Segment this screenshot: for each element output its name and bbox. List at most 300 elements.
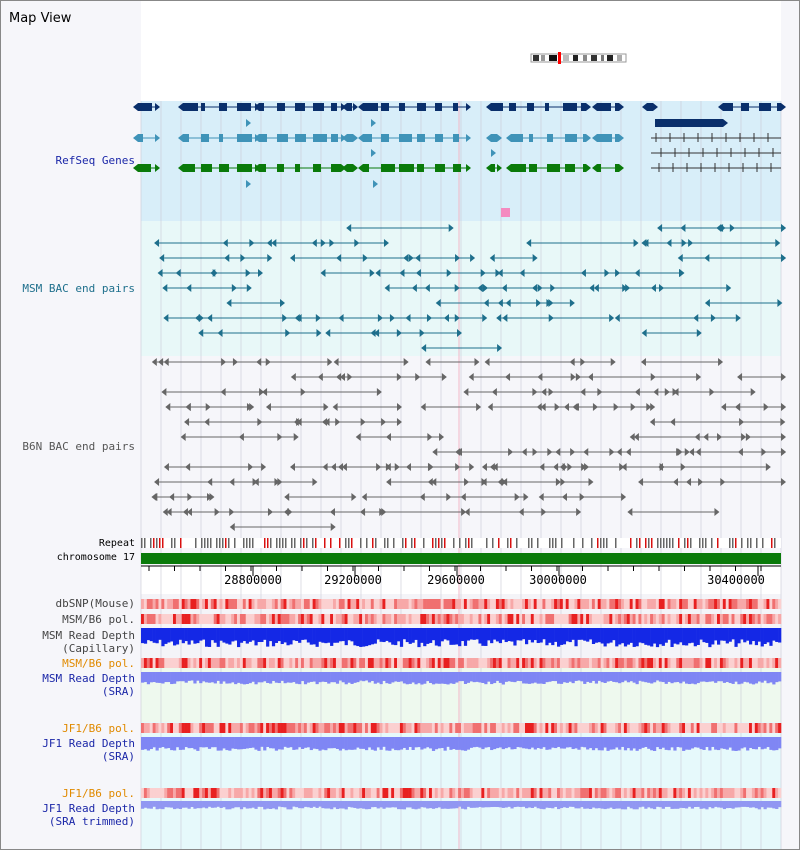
jf1-pol2-cell [601,788,604,798]
msm-pol-cell [746,614,749,624]
jf1-pol2-cell [513,788,516,798]
msm-pol2-cell [609,658,612,668]
msm-pol-cell [249,614,252,624]
jf1-pol2-cell [353,788,356,798]
jf1-pol-cell [560,723,563,733]
jf1-pol-cell [243,723,246,733]
gene-exon [565,134,577,142]
jf1-trim-depth-bar [441,801,444,809]
msm-pol-cell [598,614,601,624]
jf1-pol2-cell [542,788,545,798]
msm-cap-depth-bar [732,628,735,639]
msm-cap-depth-bar [557,628,560,647]
msm-pol2-cell [263,658,266,668]
msm-sra-depth-bar [726,672,729,682]
jf1-pol2-cell [278,788,281,798]
dbsnp-cell [231,599,234,609]
jf1-pol2-cell [188,788,191,798]
dbsnp-cell [441,599,444,609]
jf1-pol2-cell [473,788,476,798]
track-label-msm-b6-pol-2[interactable]: MSM/B6 pol. [62,657,135,670]
msm-sra-depth-bar [467,672,470,683]
dbsnp-cell [263,599,266,609]
repeat-mark [171,538,173,548]
jf1-pol-cell [403,723,406,733]
jf1-pol2-cell [670,788,673,798]
jf1-pol-cell [348,723,351,733]
msm-sra-depth-bar [167,672,170,682]
msm-cap-depth-bar [275,628,278,643]
msm-sra-depth-bar [606,672,609,682]
jf1-trim-depth-bar [618,801,621,809]
msm-cap-depth-bar [519,628,522,641]
jf1-trim-depth-bar [752,801,755,807]
jf1-trim-depth-bar [324,801,327,809]
msm-pol-cell [755,614,758,624]
repeat-mark [393,538,395,548]
repeat-mark [174,538,176,548]
jf1-sra-depth-bar [449,737,452,750]
jf1-sra-depth-bar [717,737,720,750]
jf1-trim-depth-bar [473,801,476,808]
jf1-trim-depth-bar [385,801,388,808]
msm-pol2-cell [313,658,316,668]
dbsnp-cell [412,599,415,609]
msm-sra-depth-bar [225,672,228,684]
msm-pol-cell [705,614,708,624]
jf1-pol2-cell [755,788,758,798]
msm-cap-depth-bar [729,628,732,642]
jf1-pol2-cell [769,788,772,798]
track-label-msm-depth-sra[interactable]: MSM Read Depth [42,672,135,685]
track-label-repeat[interactable]: Repeat [98,538,135,549]
msm-cap-depth-bar [365,628,368,646]
msm-pol-cell [254,614,257,624]
msm-cap-depth-bar [193,628,196,644]
jf1-sra-depth-bar [380,737,383,750]
dbsnp-cell [612,599,615,609]
jf1-sra-depth-bar [205,737,208,747]
jf1-trim-depth-bar [551,801,554,808]
msm-sra-depth-bar [662,672,665,682]
jf1-pol-cell [458,723,461,733]
jf1-pol-cell [653,723,656,733]
dbsnp-cell [193,599,196,609]
jf1-trim-depth-bar [214,801,217,808]
track-label-jf1-b6-pol[interactable]: JF1/B6 pol. [62,722,135,735]
jf1-pol-cell [330,723,333,733]
msm-sra-depth-bar [394,672,397,681]
msm-pol2-cell [327,658,330,668]
jf1-sra-depth-bar [545,737,548,750]
msm-cap-depth-bar [592,628,595,644]
jf1-sra-depth-bar [758,737,761,747]
msm-sra-depth-bar [644,672,647,682]
jf1-pol-cell [193,723,196,733]
msm-pol2-cell [502,658,505,668]
jf1-pol2-cell [254,788,257,798]
msm-sra-depth-bar [542,672,545,684]
jf1-pol2-cell [316,788,319,798]
jf1-trim-depth-bar [409,801,412,807]
dbsnp-cell [542,599,545,609]
gene-exon [277,134,288,142]
msm-pol-cell [446,614,449,624]
msm-cap-depth-bar [350,628,353,641]
repeat-mark [732,538,734,548]
msm-cap-depth-bar [659,628,662,644]
msm-cap-depth-bar [412,628,415,643]
jf1-pol2-cell [487,788,490,798]
repeat-mark [663,538,665,548]
repeat-mark [144,538,146,548]
msm-sra-depth-bar [284,672,287,683]
msm-pol2-cell [714,658,717,668]
axis-tick-label: 28800000 [224,573,282,587]
repeat-mark [459,538,461,548]
jf1-pol2-cell [220,788,223,798]
msm-pol2-cell [717,658,720,668]
msm-pol2-cell [286,658,289,668]
track-label-b6n-bac[interactable]: B6N BAC end pairs [22,440,135,453]
msm-pol2-cell [423,658,426,668]
jf1-trim-depth-bar [705,801,708,809]
msm-cap-depth-bar [147,628,150,640]
jf1-trim-depth-bar [516,801,519,807]
jf1-pol-cell [732,723,735,733]
msm-pol-cell [766,614,769,624]
track-label-jf1-depth-trim-sub: (SRA trimmed) [48,815,135,828]
msm-pol-cell [153,614,156,624]
msm-pol-cell [202,614,205,624]
msm-sra-depth-bar [292,672,295,682]
jf1-pol-cell [420,723,423,733]
jf1-sra-depth-bar [257,737,260,751]
repeat-mark [219,538,221,548]
track-label-jf1-depth-sra[interactable]: JF1 Read Depth [42,737,135,750]
jf1-trim-depth-bar [342,801,345,809]
msm-sra-depth-bar [705,672,708,682]
repeat-mark [537,538,539,548]
jf1-pol-cell [769,723,772,733]
jf1-pol-cell [481,723,484,733]
msm-pol-cell [720,614,723,624]
msm-cap-depth-bar [656,628,659,647]
msm-cap-depth-bar [345,628,348,645]
jf1-trim-depth-bar [592,801,595,808]
jf1-pol2-cell [726,788,729,798]
dbsnp-cell [743,599,746,609]
msm-pol2-cell [246,658,249,668]
jf1-trim-depth-bar [595,801,598,808]
jf1-pol-cell [220,723,223,733]
msm-sra-depth-bar [769,672,772,682]
repeat-mark [276,538,278,548]
jf1-pol2-cell [449,788,452,798]
track-label-jf1-depth-trim[interactable]: JF1 Read Depth [42,802,135,815]
msm-pol-cell [542,614,545,624]
msm-pol-cell [234,614,237,624]
jf1-trim-depth-bar [676,801,679,809]
msm-sra-depth-bar [505,672,508,682]
msm-pol2-cell [275,658,278,668]
gene-strand-arrow [133,103,138,111]
msm-pol-cell [606,614,609,624]
msm-cap-depth-bar [254,628,257,645]
jf1-trim-depth-bar [158,801,161,809]
msm-pol-cell [403,614,406,624]
msm-pol-cell [612,614,615,624]
msm-sra-depth-bar [237,672,240,683]
jf1-trim-depth-bar [412,801,415,809]
msm-cap-depth-bar [534,628,537,640]
msm-cap-depth-bar [284,628,287,642]
repeat-mark [279,538,281,548]
jf1-sra-depth-bar [467,737,470,750]
jf1-pol2-cell [592,788,595,798]
track-label-msm-b6-pol[interactable]: MSM/B6 pol. [62,613,135,626]
repeat-mark [561,538,563,548]
dbsnp-cell [173,599,176,609]
jf1-trim-depth-bar [638,801,641,807]
dbsnp-cell [691,599,694,609]
dbsnp-cell [147,599,150,609]
jf1-sra-depth-bar [417,737,420,747]
msm-pol2-cell [461,658,464,668]
jf1-sra-depth-bar [641,737,644,748]
jf1-pol2-cell [446,788,449,798]
dbsnp-cell [764,599,767,609]
jf1-sra-depth-bar [729,737,732,748]
jf1-trim-depth-bar [769,801,772,808]
jf1-sra-depth-bar [516,737,519,747]
jf1-pol-cell [729,723,732,733]
msm-sra-depth-bar [455,672,458,683]
msm-cap-depth-bar [668,628,671,640]
msm-pol-cell [764,614,767,624]
dbsnp-cell [225,599,228,609]
dbsnp-cell [668,599,671,609]
jf1-pol2-cell [702,788,705,798]
jf1-pol-cell [775,723,778,733]
msm-pol2-cell [673,658,676,668]
msm-cap-depth-bar [548,628,551,643]
msm-pol2-cell [583,658,586,668]
msm-cap-depth-bar [182,628,185,643]
jf1-pol2-cell [749,788,752,798]
jf1-sra-depth-bar [368,737,371,747]
jf1-trim-depth-bar [435,801,438,808]
jf1-sra-depth-bar [362,737,365,749]
msm-pol2-cell [368,658,371,668]
msm-pol2-cell [473,658,476,668]
msm-pol2-cell [758,658,761,668]
repeat-mark [510,538,512,548]
msm-pol2-cell [650,658,653,668]
jf1-pol2-cell [574,788,577,798]
dbsnp-cell [566,599,569,609]
jf1-sra-depth-bar [150,737,153,749]
track-label-dbsnp[interactable]: dbSNP(Mouse) [55,597,135,610]
track-label-chromosome[interactable]: chromosome 17 [56,552,135,563]
jf1-sra-depth-bar [202,737,205,747]
gene-exon [331,134,338,142]
jf1-pol2-cell [205,788,208,798]
gene-exon [529,134,533,142]
msm-sra-depth-bar [417,672,420,683]
jf1-trim-depth-bar [362,801,365,809]
msm-pol2-cell [508,658,511,668]
msm-pol-cell [414,614,417,624]
dbsnp-cell [156,599,159,609]
track-label-msm-bac[interactable]: MSM BAC end pairs [22,282,135,295]
jf1-pol2-cell [388,788,391,798]
msm-pol2-cell [190,658,193,668]
jf1-pol2-cell [621,788,624,798]
msm-cap-depth-bar [348,628,351,640]
repeat-mark [669,538,671,548]
jf1-trim-depth-bar [182,801,185,808]
msm-cap-depth-bar [720,628,723,641]
msm-cap-depth-bar [333,628,336,643]
msm-sra-depth-bar [193,672,196,683]
msm-pol-cell [240,614,243,624]
jf1-sra-depth-bar [316,737,319,749]
msm-sra-depth-bar [161,672,164,684]
msm-sra-depth-bar [365,672,368,680]
msm-pol-cell [513,614,516,624]
msm-pol2-cell [435,658,438,668]
msm-pol-cell [272,614,275,624]
jf1-pol-cell [336,723,339,733]
header-background [141,1,781,101]
msm-cap-depth-bar [426,628,429,644]
msm-pol-cell [318,614,321,624]
jf1-trim-depth-bar [513,801,516,807]
jf1-pol-cell [464,723,467,733]
dbsnp-cell [243,599,246,609]
msm-pol2-cell [700,658,703,668]
jf1-pol-cell [222,723,225,733]
msm-pol-cell [382,614,385,624]
dbsnp-cell [525,599,528,609]
jf1-pol-cell [702,723,705,733]
msm-pol-cell [615,614,618,624]
dbsnp-cell [348,599,351,609]
msm-pol-cell [269,614,272,624]
msm-cap-depth-bar [409,628,412,644]
msm-sra-depth-bar [481,672,484,683]
jf1-pol-cell [350,723,353,733]
track-label-msm-depth-cap[interactable]: MSM Read Depth [42,629,135,642]
dbsnp-cell [158,599,161,609]
repeat-mark [159,538,161,548]
jf1-pol2-cell [359,788,362,798]
jf1-trim-depth-bar [545,801,548,808]
msm-pol-cell [540,614,543,624]
msm-pol2-cell [746,658,749,668]
jf1-pol2-cell [478,788,481,798]
jf1-trim-depth-bar [257,801,260,807]
jf1-sra-depth-bar [662,737,665,748]
msm-sra-depth-bar [234,672,237,684]
msm-pol-cell [525,614,528,624]
msm-cap-depth-bar [208,628,211,647]
gene-exon [138,103,152,111]
repeat-mark [252,538,254,548]
jf1-trim-depth-bar [388,801,391,808]
dbsnp-cell [467,599,470,609]
jf1-trim-depth-bar [653,801,656,809]
jf1-trim-depth-bar [249,801,252,808]
jf1-trim-depth-bar [193,801,196,809]
msm-sra-depth-bar [484,672,487,684]
dbsnp-cell [301,599,304,609]
jf1-pol2-cell [604,788,607,798]
jf1-pol-cell [417,723,420,733]
repeat-mark [678,538,680,548]
jf1-pol2-cell [266,788,269,798]
msm-cap-depth-bar [374,628,377,644]
jf1-sra-depth-bar [589,737,592,748]
repeat-mark [249,538,251,548]
jf1-sra-depth-bar [147,737,150,751]
track-label-refseq[interactable]: RefSeq Genes [55,154,135,167]
msm-cap-depth-bar [598,628,601,642]
dbsnp-cell [487,599,490,609]
msm-sra-depth-bar [409,672,412,684]
jf1-trim-depth-bar [353,801,356,808]
msm-pol2-cell [766,658,769,668]
jf1-sra-depth-bar [714,737,717,750]
jf1-pol2-cell [441,788,444,798]
jf1-pol-cell [478,723,481,733]
jf1-pol2-cell [580,788,583,798]
msm-pol2-cell [732,658,735,668]
jf1-sra-depth-bar [508,737,511,747]
repeat-mark [372,538,374,548]
msm-cap-depth-bar [662,628,665,646]
jf1-pol2-cell [380,788,383,798]
msm-cap-depth-bar [336,628,339,643]
msm-pol-cell [650,614,653,624]
jf1-pol-cell [705,723,708,733]
jf1-pol2-cell [199,788,202,798]
msm-cap-depth-bar [446,628,449,640]
repeat-mark [351,538,353,548]
jf1-pol2-cell [321,788,324,798]
repeat-mark [432,538,434,548]
jf1-sra-depth-bar [668,737,671,750]
dbsnp-cell [734,599,737,609]
jf1-pol2-cell [662,788,665,798]
msm-pol-cell [583,614,586,624]
jf1-sra-depth-bar [359,737,362,749]
msm-pol-cell [173,614,176,624]
jf1-trim-depth-bar [583,801,586,809]
msm-pol-cell [243,614,246,624]
jf1-sra-depth-bar [455,737,458,750]
jf1-sra-depth-bar [490,737,493,750]
jf1-pol-cell [391,723,394,733]
jf1-pol-cell [612,723,615,733]
track-label-jf1-b6-pol-2[interactable]: JF1/B6 pol. [62,787,135,800]
msm-pol2-cell [444,658,447,668]
msm-cap-depth-bar [624,628,627,646]
jf1-pol2-cell [522,788,525,798]
repeat-mark [741,538,743,548]
msm-sra-depth-bar [775,672,778,682]
